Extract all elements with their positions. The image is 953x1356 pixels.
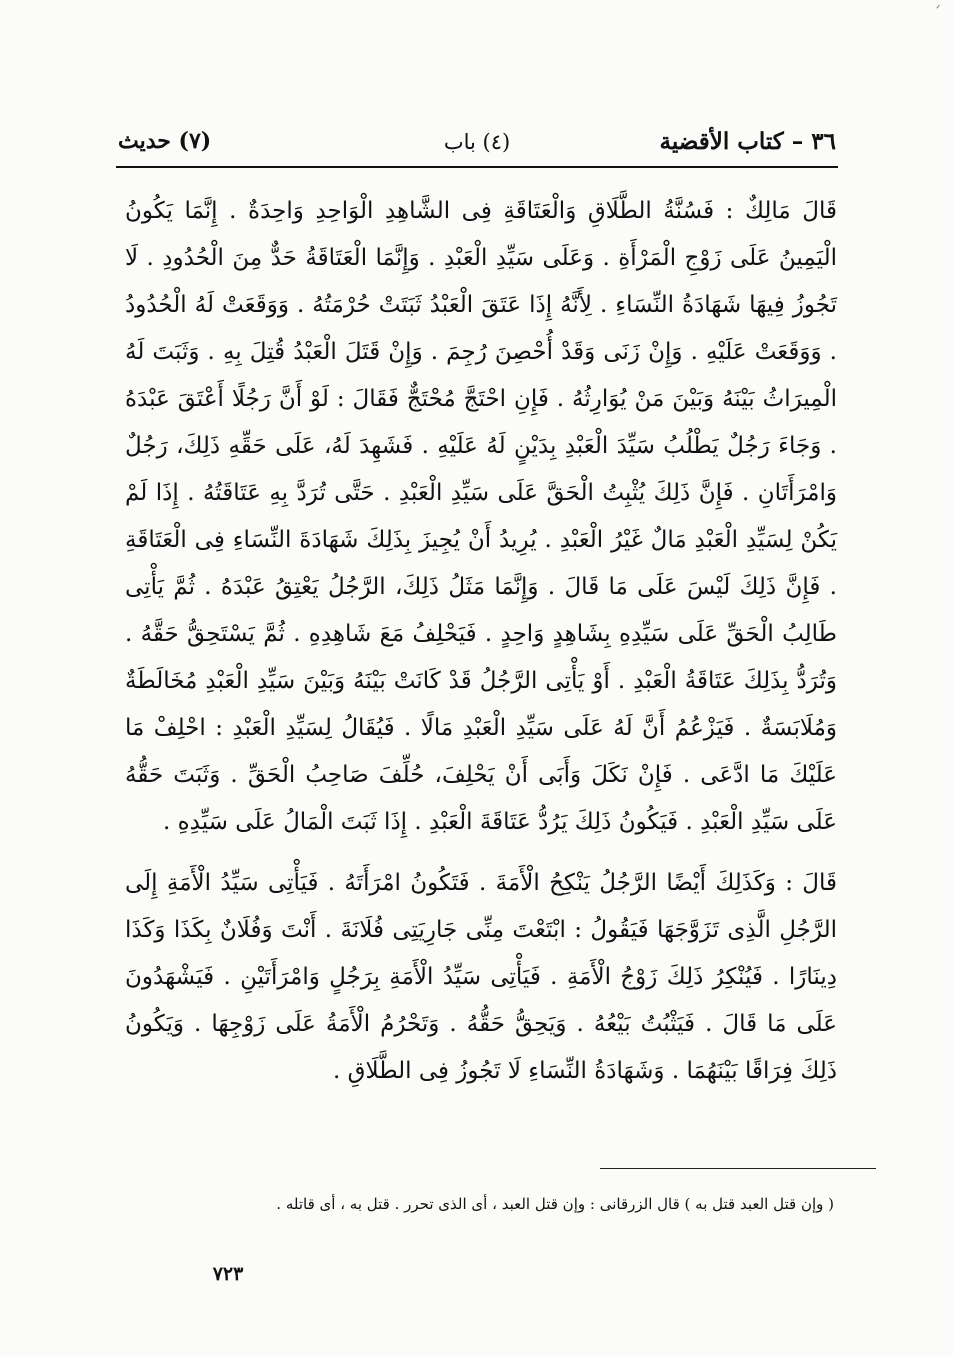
- chapter-label: (٤) باب: [443, 130, 511, 154]
- paragraph-amah: قَالَ : وَكَذَلِكَ أَيْضًا الرَّجُلُ يَنْكِحُ الْأَمَةَ . فَتَكُونُ امْرَأَتَهُ . فَيَأْتِى سَيِّدُ الْأَمَةِ إِلَى الرَّجُلِ الَّذِى تَزَوَّجَهَا فَيَقُولُ : ابْتَعْتَ مِنِّى جَارِيَتِى فُلَانَةَ . أَنْتَ وَفُلَانٌ بِكَذَا وَكَذَا دِينَارًا . فَيُنْكِرُ ذَلِكَ زَوْجُ الْأَمَةِ . فَيَأْتِى سَيِّدُ الْأَمَةِ بِرَجُلٍ وَامْرَأَتَيْنِ . فَيَشْهَدُونَ عَلَى مَا قَالَ . فَيَثْبُتُ بَيْعُهُ . وَيَحِقُّ حَقُّهُ . وَتَحْرُمُ الْأَمَةُ عَلَى زَوْجِهَا . وَيَكُونُ ذَلِكَ فِرَاقًا بَيْنَهُمَا . وَشَهَادَةُ النِّسَاءِ لَا تَجُوزُ فِى الطَّلَاقِ .: [125, 870, 837, 1084]
- header-rule: [116, 166, 838, 168]
- book-title: ٣٦ – كتاب الأقضية: [659, 128, 836, 155]
- main-text: [125, 188, 837, 1095]
- page-header: [118, 124, 836, 164]
- corner-mark: ᐟ: [936, 4, 941, 15]
- footnote: ( وإن قتل العبد قتل به ) قال الزرقانى : وإن قتل العبد ، أى الذى تحرر . قتل به ، أى قاتله .: [276, 1195, 834, 1213]
- paragraph-malik: قَالَ مَالِكٌ : فَسُنَّةُ الطَّلَاقِ وَالْعَتَاقَةِ فِى الشَّاهِدِ الْوَاحِدِ وَاحِدَةٌ . إِنَّمَا يَكُونُ الْيَمِينُ عَلَى زَوْجِ الْمَرْأَةِ . وَعَلَى سَيِّدِ الْعَبْدِ . وَإِنَّمَا الْعَتَاقَةُ حَدٌّ مِنَ الْحُدُودِ . لَا تَجُوزُ فِيهَا شَهَادَةُ النِّسَاءِ . لِأَنَّهُ إِذَا عَتَقَ الْعَبْدُ ثَبَتَتْ حُرْمَتُهُ . وَوَقَعَتْ لَهُ الْحُدُودُ . وَوَقَعَتْ عَلَيْهِ . وَإِنْ زَنَى وَقَدْ أُحْصِنَ رُجِمَ . وَإِنْ قَتَلَ الْعَبْدُ قُتِلَ بِهِ . وَثَبَتَ لَهُ الْمِيرَاثُ بَيْنَهُ وَبَيْنَ مَنْ يُوَارِثُهُ . فَإِنِ احْتَجَّ مُحْتَجٌّ فَقَالَ : لَوْ أَنَّ رَجُلًا أَعْتَقَ عَبْدَهُ . وَجَاءَ رَجُلٌ يَطْلُبُ سَيِّدَ الْعَبْدِ بِدَيْنٍ لَهُ عَلَيْهِ . فَشَهِدَ لَهُ، عَلَى حَقِّهِ ذَلِكَ، رَجُلٌ وَامْرَأَتَانِ . فَإِنَّ ذَلِكَ يُثْبِتُ الْحَقَّ عَلَى سَيِّدِ الْعَبْدِ . حَتَّى تُرَدَّ بِهِ عَتَاقَتُهُ . إِذَا لَمْ يَكُنْ لِسَيِّدِ الْعَبْدِ مَالٌ غَيْرُ الْعَبْدِ . يُرِيدُ أَنْ يُجِيزَ بِذَلِكَ شَهَادَةَ النِّسَاءِ فِى الْعَتَاقَةِ . فَإِنَّ ذَلِكَ لَيْسَ عَلَى مَا قَالَ . وَإِنَّمَا مَثَلُ ذَلِكَ، الرَّجُلُ يَعْتِقُ عَبْدَهُ . ثُمَّ يَأْتِى طَالِبُ الْحَقِّ عَلَى سَيِّدِهِ بِشَاهِدٍ وَاحِدٍ . فَيَحْلِفُ مَعَ شَاهِدِهِ . ثُمَّ يَسْتَحِقُّ حَقَّهُ . وَتُرَدُّ بِذَلِكَ عَتَاقَةُ الْعَبْدِ . أَوْ يَأْتِى الرَّجُلُ قَدْ كَانَتْ بَيْنَهُ وَبَيْنَ سَيِّدِ الْعَبْدِ مُخَالَطَةٌ وَمُلَابَسَةٌ . فَيَزْعُمُ أَنَّ لَهُ عَلَى سَيِّدِ الْعَبْدِ مَالًا . فَيُقَالُ لِسَيِّدِ الْعَبْدِ : احْلِفْ مَا عَلَيْكَ مَا ادَّعَى . فَإِنْ نَكَلَ وَأَبَى أَنْ يَحْلِفَ، حُلِّفَ صَاحِبُ الْحَقِّ . وَثَبَتَ حَقُّهُ عَلَى سَيِّدِ الْعَبْدِ . فَيَكُونُ ذَلِكَ يَرُدُّ عَتَاقَةَ الْعَبْدِ . إِذَا ثَبَتَ الْمَالُ عَلَى سَيِّدِهِ .: [125, 198, 837, 835]
- footnote-rule: [600, 1168, 876, 1169]
- hadith-label: (٧) حديث: [118, 128, 212, 154]
- page-number: ٧٢٣: [212, 1263, 244, 1285]
